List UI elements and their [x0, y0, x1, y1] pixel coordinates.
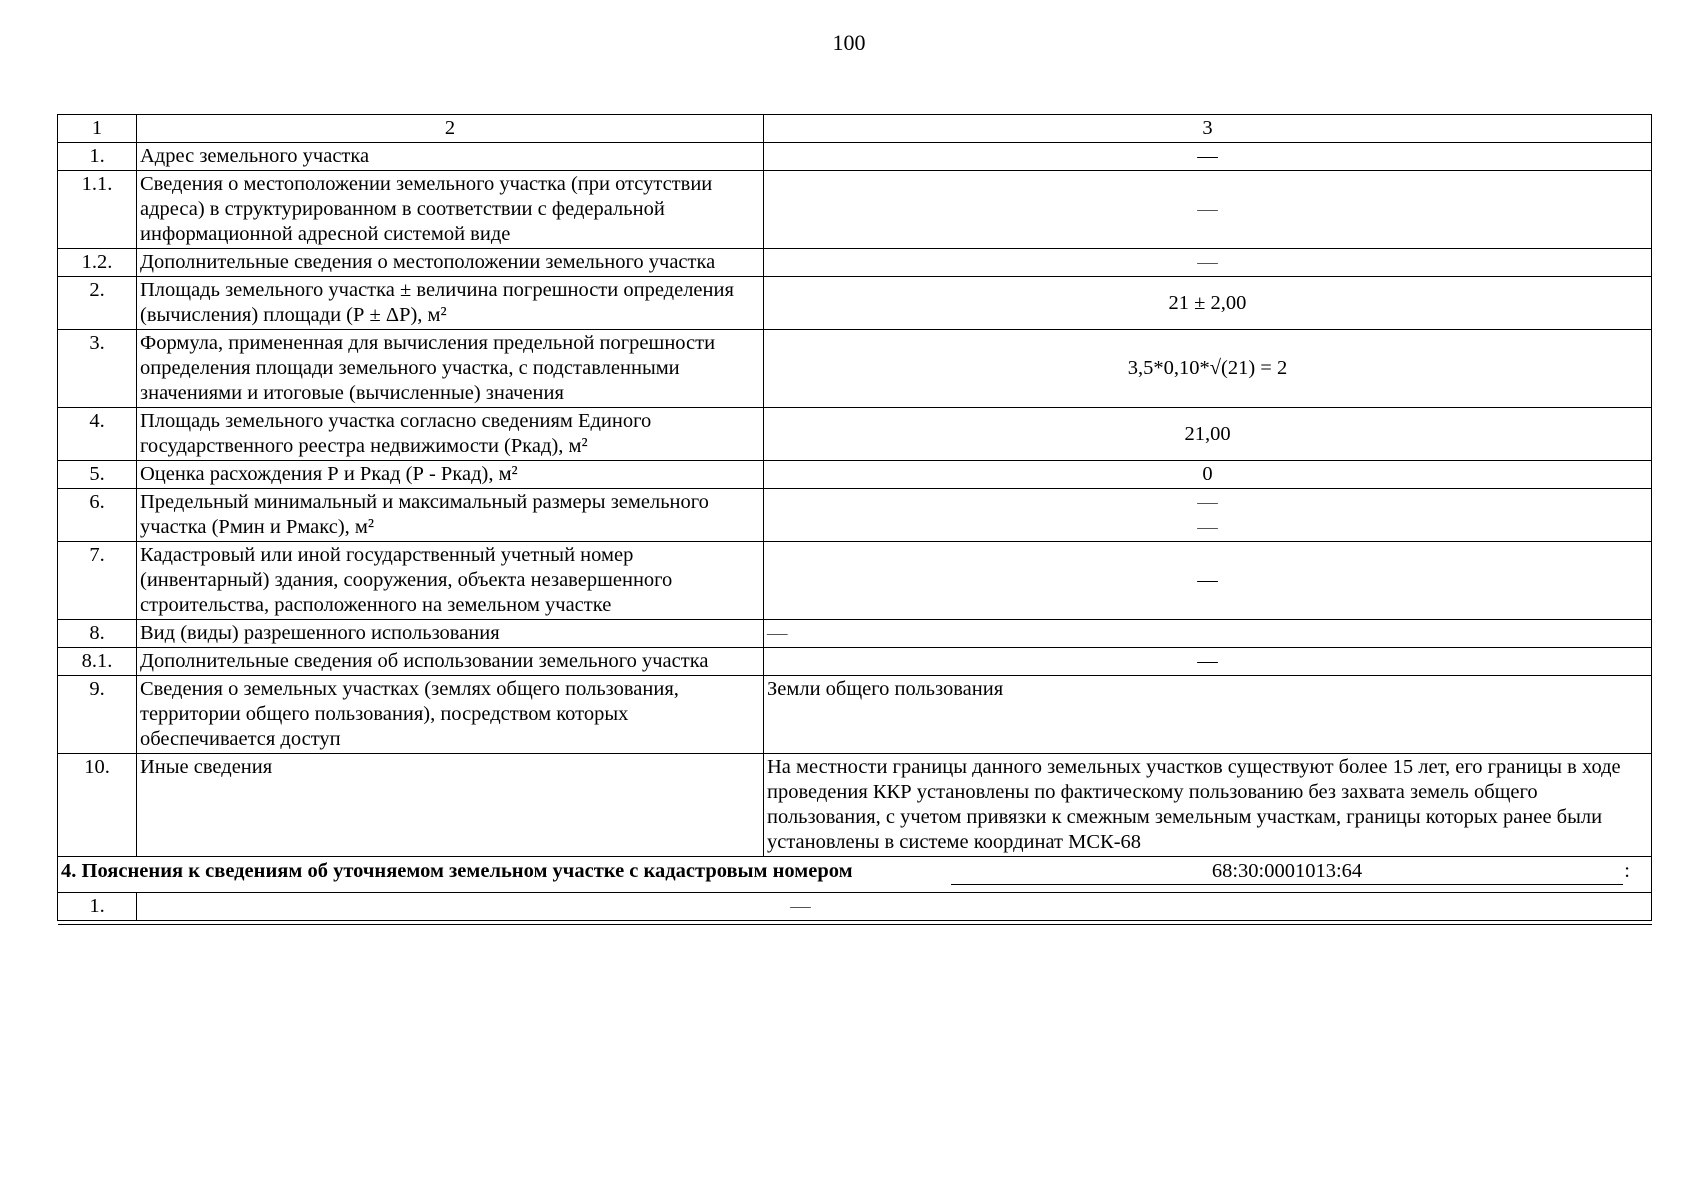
cadastral-number: 68:30:0001013:64 [951, 859, 1623, 885]
row-number: 8.1. [58, 648, 137, 676]
row-label: Сведения о местоположении земельного участка (при отсутствии адреса) в структурированном в соответствии с федеральной информационной адресной системой виде [137, 171, 764, 249]
row-label: Площадь земельного участка согласно сведениям Единого государственного реестра недвижимости (Ркад), м² [137, 408, 764, 461]
row-number: 1. [58, 893, 137, 921]
header-col-3: 3 [764, 115, 1652, 143]
row-label: Оценка расхождения Р и Ркад (Р - Ркад), м² [137, 461, 764, 489]
section-4-title: 4. Пояснения к сведениям об уточняемом земельном участке с кадастровым номером [61, 860, 853, 882]
row-value: 21,00 [764, 408, 1652, 461]
row-value: Земли общего пользования [764, 676, 1652, 754]
row-value: — [764, 620, 1652, 648]
row-value-min-max [764, 489, 1652, 542]
table-row [58, 249, 1652, 277]
row-label: Дополнительные сведения об использовании земельного участка [137, 648, 764, 676]
table-row [58, 489, 1652, 542]
row-value: 0 [764, 461, 1652, 489]
row-value: 21 ± 2,00 [764, 277, 1652, 330]
table-row [58, 893, 1652, 921]
row-number: 3. [58, 330, 137, 408]
row-value: — [764, 143, 1652, 171]
table-row [58, 330, 1652, 408]
row-number: 2. [58, 277, 137, 330]
row-value: На местности границы данного земельных участков существуют более 15 лет, его границы в ходе проведения ККР установлены по фактическому пользованию без захвата земель общего пользования, с учетом привязки к смежным земельным участкам, границы которых ранее были установлены в системе координат МСК-68 [764, 754, 1652, 857]
cadastral-info-table [57, 114, 1652, 925]
row-number: 7. [58, 542, 137, 620]
row-label: Кадастровый или иной государственный учетный номер (инвентарный) здания, сооружения, объекта незавершенного строительства, расположенного на земельном участке [137, 542, 764, 620]
row-label: Площадь земельного участка ± величина погрешности определения (вычисления) площади (Р ± ΔР), м² [137, 277, 764, 330]
row-label: Вид (виды) разрешенного использования [137, 620, 764, 648]
row-value: — [764, 542, 1652, 620]
row-number: 1.2. [58, 249, 137, 277]
row-label: Дополнительные сведения о местоположении земельного участка [137, 249, 764, 277]
section-4-colon: : [1624, 860, 1630, 882]
row-label: Иные сведения [137, 754, 764, 857]
row-number: 10. [58, 754, 137, 857]
section-4-header [58, 857, 1652, 893]
row-number: 1. [58, 143, 137, 171]
table-row [58, 676, 1652, 754]
table-row [58, 542, 1652, 620]
row-value: 3,5*0,10*√(21) = 2 [764, 330, 1652, 408]
table-row [58, 171, 1652, 249]
row-number: 8. [58, 620, 137, 648]
min-size-value: — [1197, 491, 1218, 513]
row-label: Адрес земельного участка [137, 143, 764, 171]
row-number: 9. [58, 676, 137, 754]
row-number: 5. [58, 461, 137, 489]
table-row [58, 754, 1652, 857]
table-row [58, 408, 1652, 461]
page-number: 100 [832, 30, 866, 55]
table-row [58, 620, 1652, 648]
row-value: — [137, 893, 1652, 921]
row-value: — [764, 648, 1652, 676]
table-row [58, 277, 1652, 330]
table-row [58, 143, 1652, 171]
row-value: — [764, 249, 1652, 277]
row-number: 1.1. [58, 171, 137, 249]
table-row [58, 648, 1652, 676]
table-row [58, 461, 1652, 489]
header-col-1: 1 [58, 115, 137, 143]
row-label: Предельный минимальный и максимальный размеры земельного участка (Рмин и Рмакс), м² [137, 489, 764, 542]
row-number: 4. [58, 408, 137, 461]
row-value: — [764, 171, 1652, 249]
row-number: 6. [58, 489, 137, 542]
table-header-row [58, 115, 1652, 143]
header-col-2: 2 [137, 115, 764, 143]
row-label: Сведения о земельных участках (землях общего пользования, территории общего пользования), посредством которых обеспечивается доступ [137, 676, 764, 754]
row-label: Формула, примененная для вычисления предельной погрешности определения площади земельного участка, с подставленными значениями и итоговые (вычисленные) значения [137, 330, 764, 408]
max-size-value: — [1197, 516, 1218, 538]
table-bottom-rule [58, 921, 1652, 925]
